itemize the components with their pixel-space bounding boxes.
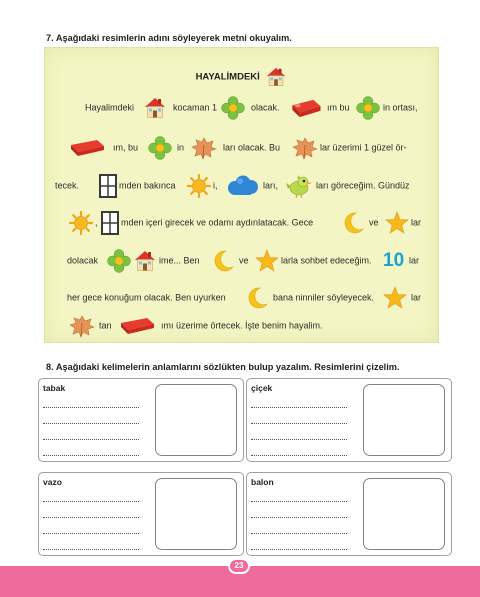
question-7-title: 7. Aşağıdaki resimlerin adını söyleyerek metni okuyalım. [46, 33, 292, 43]
rug-icon [67, 138, 107, 158]
writing-line[interactable] [43, 423, 139, 424]
story-text: bana ninniler söyleyecek. [273, 292, 375, 303]
story-title [45, 66, 438, 88]
story-text: ım, bu [113, 142, 139, 153]
moon-icon [341, 211, 365, 235]
story-text: lar [409, 255, 420, 266]
story-line-4 [45, 211, 440, 235]
story-line-1 [45, 96, 440, 120]
story-text: Hayalimdeki [85, 102, 135, 113]
writing-line[interactable] [43, 517, 139, 518]
story-text: kocaman 1 [173, 102, 218, 113]
word-label: balon [251, 477, 274, 487]
story-text: ları olacak. Bu [223, 142, 281, 153]
drawing-area[interactable] [155, 478, 237, 550]
drawing-area[interactable] [363, 478, 445, 550]
writing-line[interactable] [251, 501, 347, 502]
story-text: ları, [263, 180, 279, 191]
story-text: ım bu [327, 102, 350, 113]
story-text: tecek. [55, 180, 80, 191]
story-text: dolacak [67, 255, 99, 266]
story-text: , [95, 217, 98, 228]
word-label: çiçek [251, 383, 273, 393]
flower-icon [148, 136, 172, 160]
story-line-5 [45, 249, 440, 273]
question-8-title: 8. Aşağıdaki kelimelerin anlamlarını sözlükten bulup yazalım. Resimlerini çizelim. [46, 362, 400, 372]
writing-line[interactable] [43, 549, 139, 550]
story-text: lar [411, 292, 422, 303]
story-title-text: HAYALİMDEKİ [195, 71, 260, 83]
story-text: ve [369, 217, 379, 228]
story-line-7 [45, 314, 440, 338]
star-icon [383, 286, 407, 310]
writing-line[interactable] [43, 407, 139, 408]
answer-box-tabak [38, 378, 244, 462]
rug-icon [117, 316, 157, 336]
number-ten-label: 10 [383, 250, 405, 271]
word-label: vazo [43, 477, 62, 487]
story-text: mden bakınca [119, 180, 176, 191]
writing-line[interactable] [43, 533, 139, 534]
story-text: tan [99, 320, 112, 331]
house-icon [133, 249, 157, 273]
story-text: in ortası, [383, 102, 418, 113]
writing-line[interactable] [43, 501, 139, 502]
writing-line[interactable] [43, 455, 139, 456]
writing-line[interactable] [251, 517, 347, 518]
story-line-2 [45, 136, 440, 160]
story-text: ve [239, 255, 249, 266]
story-text: in [177, 142, 185, 153]
story-line-3 [45, 174, 440, 198]
story-text: i, [213, 180, 218, 191]
moon-icon [245, 286, 269, 310]
writing-line[interactable] [43, 439, 139, 440]
flower-icon [356, 96, 380, 120]
drawing-area[interactable] [363, 384, 445, 456]
writing-line[interactable] [251, 423, 347, 424]
story-text: ları göreceğim. Gündüz [316, 180, 410, 191]
word-label: tabak [43, 383, 66, 393]
bed-icon [289, 98, 323, 118]
flower-icon [221, 96, 245, 120]
house-icon [143, 96, 167, 120]
sun-icon [187, 174, 211, 198]
answer-box-balon [246, 472, 452, 556]
leaf-icon [69, 314, 95, 338]
story-text: mden içeri girecek ve odamı aydınlatacak. Gece [121, 217, 314, 228]
writing-line[interactable] [251, 549, 347, 550]
star-icon [385, 211, 409, 235]
star-icon [255, 249, 279, 273]
leaf-icon [191, 136, 217, 160]
answer-box-vazo [38, 472, 244, 556]
story-line-6 [45, 286, 440, 310]
house-icon [265, 66, 287, 88]
bird-icon [285, 174, 313, 198]
flower-icon [107, 249, 131, 273]
writing-line[interactable] [251, 533, 347, 534]
page-number: 23 [228, 558, 250, 574]
story-panel [44, 47, 439, 343]
story-text: ımı üzerime örtecek. İşte benim hayalim. [161, 320, 323, 331]
story-text: olacak. [251, 102, 280, 113]
story-text: her gece konuğum olacak. Ben uyurken [67, 292, 226, 303]
drawing-area[interactable] [155, 384, 237, 456]
sun-icon [69, 211, 93, 235]
leaf-icon [292, 136, 318, 160]
story-text: lar [411, 217, 422, 228]
answer-box-cicek [246, 378, 452, 462]
writing-line[interactable] [251, 407, 347, 408]
cloud-icon [225, 175, 261, 197]
window-icon [101, 211, 119, 235]
story-text: lar üzerimi 1 güzel ör- [320, 142, 407, 153]
story-text: larla sohbet edeceğim. [281, 255, 372, 266]
writing-line[interactable] [251, 455, 347, 456]
story-text: ime... Ben [159, 255, 200, 266]
moon-icon [211, 249, 235, 273]
window-icon [99, 174, 117, 198]
writing-line[interactable] [251, 439, 347, 440]
